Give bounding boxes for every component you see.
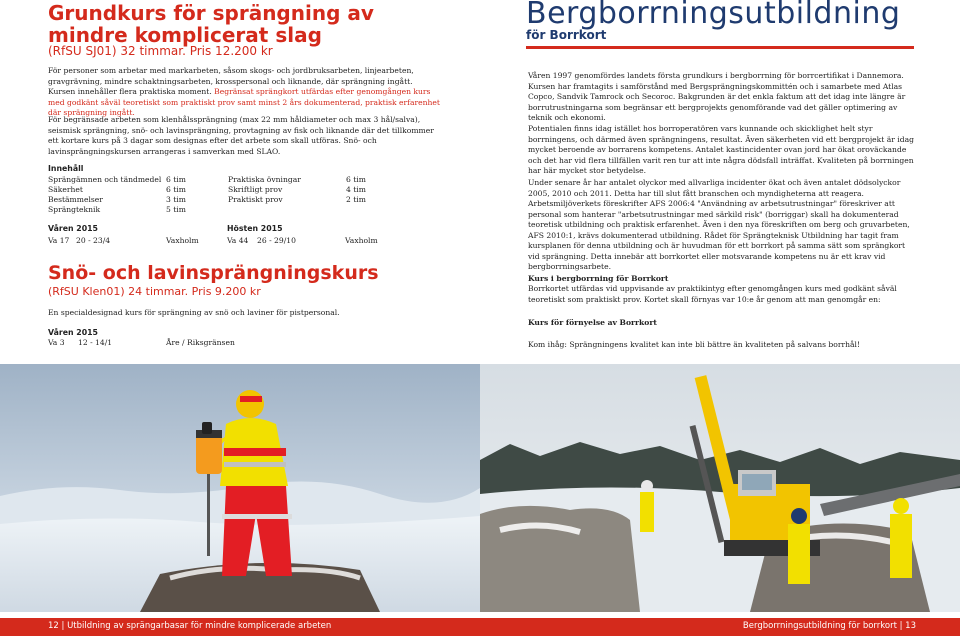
autumn-dates: 26 - 29/10 xyxy=(257,236,296,245)
section-heading-renewal: Kurs för förnyelse av Borrkort xyxy=(528,318,657,327)
snow-dates: 12 - 14/1 xyxy=(78,338,113,347)
klenhal-paragraph: För begränsade arbeten som klenhålssprängning (max 22 mm håldiameter och max 3 hål/salva), seismisk sprängning, snö- och lavinsprängning, provtagning av fisk och liknande där det tillkommer ett kortare kurs på 3 dagar som designas efter det arbete som skall utföras. Snö- och lavinsprängningskursen arrangeras i samverkan med SLAO. xyxy=(48,115,434,156)
table-row xyxy=(48,175,406,185)
intro-red-text: Begränsat sprängkort utfärdas efter genomgången kurs med godkänt såväl teoretiskt som praktiskt prov samt minst 2 års dokumenterad, praktisk erfarenhet där sprängning ingått. xyxy=(48,87,440,117)
snow-spring-label: Våren 2015 xyxy=(48,328,98,337)
footer-left-text: 12 | Utbildning av sprängarbasar för mindre komplicerade arbeten xyxy=(48,621,332,631)
course-title: Grundkurs för sprängning av mindre komplicerat slag xyxy=(48,1,374,47)
table-cell xyxy=(228,205,346,215)
table-cell: 6 tim xyxy=(346,175,366,184)
paragraph-reminder: Kom ihåg: Sprängningens kvalitet kan inte bli bättre än kvaliteten på salvans borrhål! xyxy=(528,340,861,349)
table-cell: Skriftligt prov xyxy=(228,185,283,194)
drill-rig-illustration xyxy=(480,364,960,612)
footer-right xyxy=(480,618,960,636)
table-cell xyxy=(346,205,406,215)
footer-right-text: Bergborrningsutbildning för borrkort | 13 xyxy=(742,621,916,631)
table-cell: Praktiskt prov xyxy=(228,195,283,204)
spring-label: Våren 2015 xyxy=(48,224,98,233)
snow-place: Åre / Riksgränsen xyxy=(166,338,235,347)
table-cell: Praktiska övningar xyxy=(228,175,301,184)
page-title: Bergborrningsutbildning xyxy=(526,0,901,31)
table-row xyxy=(48,185,406,195)
title-divider xyxy=(526,46,914,49)
paragraph-history: Våren 1997 genomfördes landets första grundkurs i bergborrning för borrcertifikat i Dannemora. Kursen har framtagits i samförstånd med Bergsprängningskommittén och i samarbete med Atlas Copco, Sandvik Tamrock och Secoroc. Bakgrunden är det enkla faktum att det idag inte längre är borrutrustningarna som begränsar ett bergprojekts genomförande vad det gäller optimering av teknik och ekonomi. xyxy=(528,71,906,122)
table-cell: 3 tim xyxy=(166,195,186,204)
snow-course-subtitle: (RfSU Klen01) 24 timmar. Pris 9.200 kr xyxy=(48,285,261,298)
paragraph-borrkort: Borrkortet utfärdas vid uppvisande av praktikintyg efter genomgången kurs med godkänt såväl teoretiskt som praktiskt prov. Kortet skall förnyas var 10:e år genom att man genomgår en: xyxy=(528,284,897,304)
snow-week: Va 3 xyxy=(48,338,65,347)
paragraph-potential: Potentialen finns idag istället hos borroperatören vars kunnande och skicklighet helt styr borrningens, och därmed även sprängningens, resultat. Även säkerheten vid ett bergprojekt är idag mycket beroende av borrarens kompetens. Antalet kastincidenter ovan jord har ökat oroväckande och det har vid flera tillfällen varit ren tur att inte några dödsfall inträffat. Kvaliteten på borrningen har här mycket stor betydelse. xyxy=(528,124,914,175)
intro-paragraph xyxy=(48,66,440,119)
table-row xyxy=(48,205,406,215)
intro-text: För personer som arbetar med markarbeten, såsom skogs- och jordbruksarbeten, linjearbeten, gravgrävning, mindre schaktningsarbeten, krosspersonal och liknande, där sprängning ingått. Kursen innehåller flera praktiska moment. xyxy=(48,66,414,96)
table-cell: 6 tim xyxy=(166,175,186,184)
snow-drilling-illustration xyxy=(0,364,480,612)
table-cell: Sprängämnen och tändmedel xyxy=(48,175,162,184)
table-cell: Sprängteknik xyxy=(48,205,101,214)
content-table xyxy=(48,175,406,215)
spring-place: Vaxholm xyxy=(166,236,199,245)
course-subtitle: (RfSU SJ01) 32 timmar. Pris 12.200 kr xyxy=(48,44,273,58)
section-heading-borrkort: Kurs i bergborrning för Borrkort xyxy=(528,274,669,283)
photo-snow-drilling xyxy=(0,364,480,612)
footer-left xyxy=(0,618,480,636)
table-cell: 2 tim xyxy=(346,195,366,204)
snow-course-title: Snö- och lavinsprängningskurs xyxy=(48,262,379,284)
table-cell: Bestämmelser xyxy=(48,195,103,204)
table-cell: 4 tim xyxy=(346,185,366,194)
photo-drill-rig xyxy=(480,364,960,612)
content-heading: Innehåll xyxy=(48,164,84,173)
snow-description: En specialdesignad kurs för sprängning av snö och laviner för pistpersonal. xyxy=(48,308,340,317)
table-cell: 6 tim xyxy=(166,185,186,194)
page-subtitle: för Borrkort xyxy=(526,28,607,42)
right-page xyxy=(480,0,960,636)
table-row xyxy=(48,195,406,205)
table-cell: Säkerhet xyxy=(48,185,83,194)
autumn-week: Va 44 xyxy=(227,236,249,245)
autumn-label: Hösten 2015 xyxy=(227,224,283,233)
spring-week: Va 17 xyxy=(48,236,70,245)
autumn-place: Vaxholm xyxy=(345,236,378,245)
spring-dates: 20 - 23/4 xyxy=(76,236,111,245)
paragraph-regulation: Under senare år har antalet olyckor med allvarliga incidenter ökat och även antalet dödsolyckor 2005, 2010 och 2011. Detta har till slut fått branschen och myndigheterna att reagera. Arbetsmiljöverkets föreskrifter AFS 2006:4 "Användning av arbetsutrustningar" föreskriver att personal som hanterar "arbetsutrustningar med särkild risk" (borriggar) skall ha dokumenterad teoretisk utbildning och praktisk erfarenhet. Även i den nya föreskriften om berg och gruvarbeten, AFS 2010:1, krävs dokumenterad utbildning. Rådet för Sprängteknisk Utbildning har tagit fram kursplanen för denna utbildning och är huvudman för ett borrkort på samma sätt som sprängkort vid sprängning. Detta innebär att borrkortet eller motsvarande kompetens nu är ett krav vid bergborrningsarbete. xyxy=(528,178,910,271)
table-cell: 5 tim xyxy=(166,205,186,214)
